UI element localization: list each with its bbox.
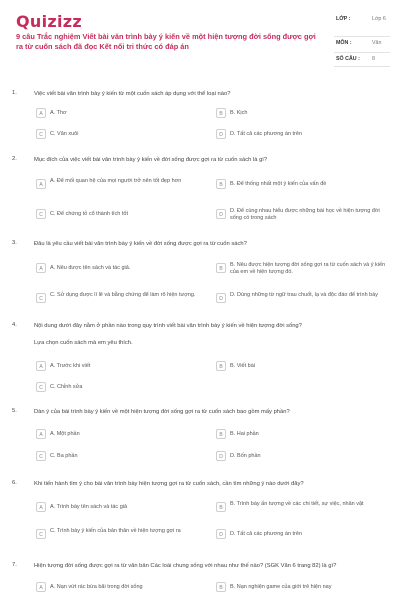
option-text: A. Trình bày tên sách và tác giả <box>50 504 128 510</box>
meta-count <box>334 54 390 67</box>
question-number: 7. <box>12 562 17 568</box>
option-text: B. Hai phần <box>230 431 259 437</box>
option-letter-box: B <box>216 429 226 439</box>
option-d[interactable] <box>216 206 384 224</box>
option-text: B. Kịch <box>230 110 248 116</box>
question-text: Mục đích của việc viết bài văn trình bày ý kiến về đời sống được gợi ra từ cuốn sách là gì? <box>34 157 268 163</box>
option-b[interactable] <box>216 579 384 597</box>
option-letter-box: A <box>36 582 46 592</box>
meta-class-label: LỚP : <box>336 16 351 22</box>
question-subtext: Lựa chọn cuốn sách mà em yêu thích. <box>34 340 133 346</box>
option-letter-box: A <box>36 179 46 189</box>
question-number: 3. <box>12 240 17 246</box>
question-number: 5. <box>12 408 17 414</box>
option-d[interactable] <box>216 290 384 308</box>
option-text: B. Trình bày ấn tượng về các chi tiết, sự việc, nhân vật <box>230 501 364 507</box>
option-b[interactable] <box>216 499 384 517</box>
option-b[interactable] <box>216 358 384 376</box>
option-text: C. Sử dụng được lí lẽ và bằng chứng để làm rõ hiện tượng. <box>50 292 196 298</box>
option-text: A. Để mối quan hệ của mọi người trở nên tốt đẹp hơn <box>50 178 182 184</box>
meta-subject <box>334 38 390 53</box>
option-a[interactable] <box>36 426 204 444</box>
option-letter-box: B <box>216 108 226 118</box>
option-text: B. Nêu được hiện tượng đời sống gợi ra từ cuốn sách và ý kiến của em về hiện tượng đó. <box>230 262 386 275</box>
option-d[interactable] <box>216 126 384 144</box>
header <box>0 0 400 72</box>
meta-class <box>334 14 390 37</box>
question-text: Nội dung dưới đây nằm ở phần nào trong quy trình viết bài văn trình bày ý kiến về hiện tượng đời sống? <box>34 323 302 329</box>
meta-count-value: 8 <box>372 56 375 62</box>
option-letter-box: B <box>216 582 226 592</box>
option-text: C. Ba phần <box>50 453 78 459</box>
option-letter-box: B <box>216 502 226 512</box>
option-letter-box: C <box>36 529 46 539</box>
option-letter-box: B <box>216 263 226 273</box>
option-letter-box: C <box>36 129 46 139</box>
option-letter-box: A <box>36 502 46 512</box>
option-text: C. Trình bày ý kiến của bản thân về hiện tượng gợi ra <box>50 528 181 534</box>
option-text: A. Một phần <box>50 431 80 437</box>
option-c[interactable] <box>36 448 204 466</box>
option-letter-box: C <box>36 451 46 461</box>
meta-subject-value: Văn <box>372 40 382 46</box>
worksheet-title: 9 câu Trắc nghiệm Viết bài văn trình bày ý kiến về một hiện tượng đời sống được gợi ra từ cuốn sách đã đọc Kết nối tri thức có đáp án <box>16 32 316 51</box>
option-text: B. Để thống nhất một ý kiến của vấn đề <box>230 181 327 187</box>
option-letter-box: C <box>36 293 46 303</box>
option-b[interactable] <box>216 260 384 278</box>
option-letter-box: C <box>36 382 46 392</box>
option-text: C. Để chứng tỏ cổ thành tích tốt <box>50 211 128 217</box>
option-text: D. Dùng những từ ngữ trau chuốt, lạ và độc đáo để trình bày <box>230 292 379 298</box>
option-text: D. Tất cả các phương án trên <box>230 131 303 137</box>
meta-subject-label: MÔN : <box>336 40 352 46</box>
option-text: D. Tất cả các phương án trên <box>230 531 303 537</box>
option-text: A. Nạn vứt rác bừa bãi trong đời sống <box>50 584 143 590</box>
option-a[interactable] <box>36 499 204 517</box>
option-c[interactable] <box>36 526 204 544</box>
meta-count-label: SỐ CÂU : <box>336 56 360 62</box>
question-number: 6. <box>12 480 17 486</box>
question-text: Dàn ý của bài trình bày ý kiến về một hiện tượng đời sống gợi ra từ cuốn sách bao gồm mấy phần? <box>34 409 290 415</box>
question-number: 1. <box>12 90 17 96</box>
option-a[interactable] <box>36 260 204 278</box>
question-number: 4. <box>12 322 17 328</box>
option-letter-box: C <box>36 209 46 219</box>
option-a[interactable] <box>36 358 204 376</box>
option-text: B. Nạn nghiện game của giới trẻ hiện nay <box>230 584 332 590</box>
option-d[interactable] <box>216 526 384 544</box>
option-d[interactable] <box>216 448 384 466</box>
option-c[interactable] <box>36 206 204 224</box>
option-b[interactable] <box>216 105 384 123</box>
option-text: A. Thơ <box>50 110 67 116</box>
option-letter-box: B <box>216 179 226 189</box>
option-text: A. Nêu được tên sách và tác giả. <box>50 265 131 271</box>
question-text: Hiện tượng đời sống được gợi ra từ văn bản Các loài chung sống với nhau như thế nào? (SGK Văn 6 trang 82) là gì? <box>34 563 337 569</box>
option-letter-box: D <box>216 209 226 219</box>
question-number: 2. <box>12 156 17 162</box>
option-c[interactable] <box>36 379 204 397</box>
option-c[interactable] <box>36 126 204 144</box>
option-letter-box: D <box>216 529 226 539</box>
option-b[interactable] <box>216 176 384 194</box>
meta-class-value: Lớp 6 <box>372 16 386 22</box>
option-letter-box: A <box>36 361 46 371</box>
option-letter-box: D <box>216 451 226 461</box>
option-letter-box: D <box>216 129 226 139</box>
option-c[interactable] <box>36 290 204 308</box>
option-text: C. Chỉnh sửa <box>50 384 83 390</box>
option-a[interactable] <box>36 105 204 123</box>
option-b[interactable] <box>216 426 384 444</box>
option-text: D. Để cùng nhau hiểu được những bài học về hiện tượng đời sống có trong sách <box>230 208 380 221</box>
question-text: Việc viết bài văn trình bày ý kiến từ một cuốn sách áp dụng với thể loại nào? <box>34 91 231 97</box>
option-text: B. Viết bài <box>230 363 255 369</box>
question-text: Khi tiến hành tìm ý cho bài văn trình bày hiện tượng gợi ra từ cuốn sách, cần tìm những ý nào dưới đây? <box>34 481 304 487</box>
quizizz-logo: Quizizz <box>16 12 82 31</box>
option-text: A. Trước khi viết <box>50 363 91 369</box>
option-letter-box: A <box>36 108 46 118</box>
option-text: C. Văn xuôi <box>50 131 79 137</box>
option-letter-box: A <box>36 429 46 439</box>
option-a[interactable] <box>36 579 204 597</box>
option-letter-box: A <box>36 263 46 273</box>
option-letter-box: B <box>216 361 226 371</box>
option-a[interactable] <box>36 176 204 194</box>
option-letter-box: D <box>216 293 226 303</box>
question-text: Đâu là yêu cầu viết bài văn trình bày ý kiến về đời sống được gợi ra từ cuốn sách? <box>34 241 247 247</box>
option-text: D. Bốn phần <box>230 453 261 459</box>
